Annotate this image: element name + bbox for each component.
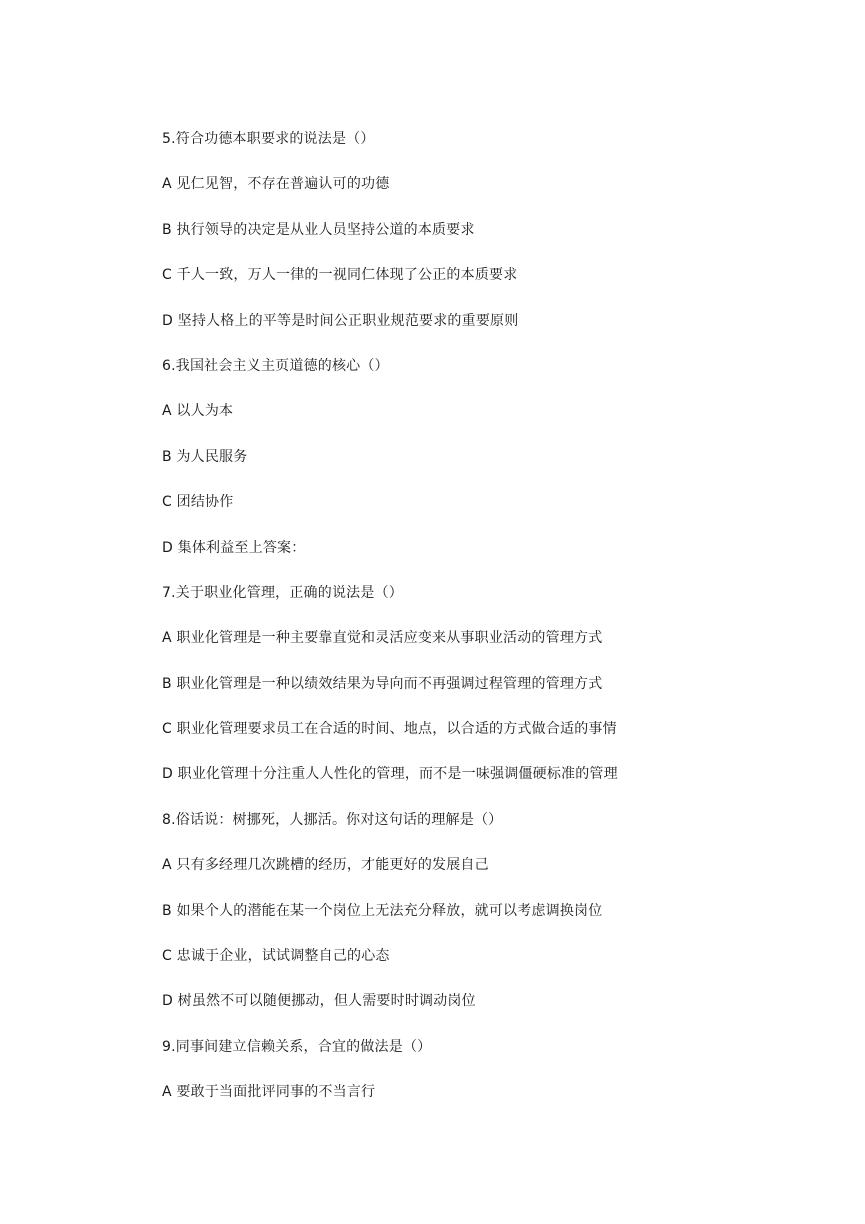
question-8-option-b: B 如果个人的潜能在某一个岗位上无法充分释放，就可以考虑调换岗位 xyxy=(162,902,603,919)
question-6-option-c: C 团结协作 xyxy=(162,494,234,511)
question-6-option-d: D 集体利益至上答案： xyxy=(162,539,306,556)
question-5-stem: 5.符合功德本职要求的说法是（） xyxy=(162,131,375,147)
question-5-option-c: C 千人一致，万人一律的一视同仁体现了公正的本质要求 xyxy=(162,267,518,284)
question-8-option-a: A 只有多经理几次跳槽的经历，才能更好的发展自己 xyxy=(162,857,489,874)
question-6-stem: 6.我国社会主义主页道德的核心（） xyxy=(162,357,389,374)
question-8-option-d: D 树虽然不可以随便挪动，但人需要时时调动岗位 xyxy=(162,993,476,1010)
question-7-option-a: A 职业化管理是一种主要靠直觉和灵活应变来从事职业活动的管理方式 xyxy=(162,630,603,647)
question-9-option-a: A 要敢于当面批评同事的不当言行 xyxy=(162,1084,376,1101)
question-6-option-a: A 以人为本 xyxy=(162,403,234,420)
question-7-option-b: B 职业化管理是一种以绩效结果为导向而不再强调过程管理的管理方式 xyxy=(162,675,603,692)
question-9-stem: 9.同事间建立信赖关系，合宜的做法是（） xyxy=(162,1038,432,1055)
question-7-option-c: C 职业化管理要求员工在合适的时间、地点，以合适的方式做合适的事情 xyxy=(162,721,617,738)
question-8-option-c: C 忠诚于企业，试试调整自己的心态 xyxy=(162,948,390,965)
question-5-option-d: D 坚持人格上的平等是时间公正职业规范要求的重要原则 xyxy=(162,312,519,329)
question-7-option-d: D 职业化管理十分注重人人性化的管理，而不是一味强调僵硬标准的管理 xyxy=(162,766,618,783)
question-7-stem: 7.关于职业化管理，正确的说法是（） xyxy=(162,584,403,601)
question-8-stem: 8.俗话说：树挪死，人挪活。你对这句话的理解是（） xyxy=(162,811,503,828)
question-5-option-a: A 见仁见智，不存在普遍认可的功德 xyxy=(162,176,390,193)
document-body xyxy=(162,129,782,1128)
question-5-option-b: B 执行领导的决定是从业人员坚持公道的本质要求 xyxy=(162,221,475,238)
question-6-option-b: B 为人民服务 xyxy=(162,448,248,465)
